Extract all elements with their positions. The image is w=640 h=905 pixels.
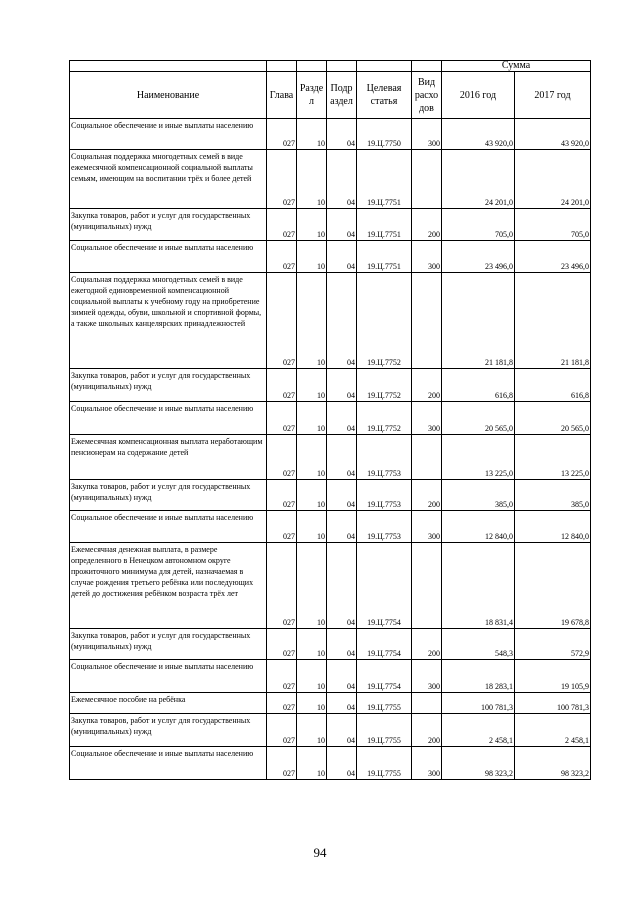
header-row-top [70,61,591,72]
row-podrazdel: 04 [327,747,357,780]
row-razdel: 10 [297,747,327,780]
row-vid: 300 [412,241,442,273]
row-vid: 200 [412,629,442,660]
row-vid: 300 [412,402,442,435]
row-razdel: 10 [297,402,327,435]
row-razdel: 10 [297,693,327,714]
header-vid: Вид расхо дов [412,72,442,119]
row-glava: 027 [267,480,297,511]
table-row [70,119,591,150]
row-year-2017: 21 181,8 [515,273,591,369]
header-podrazdel: Подр аздел [327,72,357,119]
row-vid: 200 [412,714,442,747]
row-celevaya: 19.Ц.7752 [357,273,412,369]
row-razdel: 10 [297,629,327,660]
row-year-2017: 23 496,0 [515,241,591,273]
row-name: Ежемесячное пособие на ребёнка [70,693,267,714]
row-vid: 300 [412,511,442,543]
table-row [70,543,591,629]
row-glava: 027 [267,150,297,209]
row-year-2016: 43 920,0 [442,119,515,150]
row-glava: 027 [267,369,297,402]
row-year-2017: 19 678,8 [515,543,591,629]
row-year-2016: 18 831,4 [442,543,515,629]
row-year-2017: 12 840,0 [515,511,591,543]
row-year-2017: 19 105,9 [515,660,591,693]
row-vid: 200 [412,369,442,402]
row-name: Закупка товаров, работ и услуг для государственных (муниципальных) нужд [70,714,267,747]
header-row [70,72,591,119]
table-row [70,273,591,369]
row-podrazdel: 04 [327,273,357,369]
row-year-2016: 18 283,1 [442,660,515,693]
table-row [70,209,591,241]
row-glava: 027 [267,629,297,660]
row-glava: 027 [267,543,297,629]
row-razdel: 10 [297,714,327,747]
row-name: Закупка товаров, работ и услуг для государственных (муниципальных) нужд [70,209,267,241]
row-year-2017: 13 225,0 [515,435,591,480]
row-glava: 027 [267,119,297,150]
row-podrazdel: 04 [327,511,357,543]
row-year-2016: 385,0 [442,480,515,511]
row-razdel: 10 [297,209,327,241]
row-celevaya: 19.Ц.7754 [357,629,412,660]
row-name: Закупка товаров, работ и услуг для государственных (муниципальных) нужд [70,480,267,511]
row-year-2016: 24 201,0 [442,150,515,209]
row-name: Закупка товаров, работ и услуг для государственных (муниципальных) нужд [70,629,267,660]
row-vid [412,693,442,714]
row-name: Социальное обеспечение и иные выплаты населению [70,747,267,780]
table-row [70,480,591,511]
row-year-2017: 385,0 [515,480,591,511]
row-vid: 300 [412,119,442,150]
row-glava: 027 [267,273,297,369]
row-razdel: 10 [297,150,327,209]
row-year-2017: 705,0 [515,209,591,241]
table-row [70,693,591,714]
row-podrazdel: 04 [327,369,357,402]
row-year-2017: 616,8 [515,369,591,402]
row-podrazdel: 04 [327,714,357,747]
page-number: 94 [313,845,327,860]
row-glava: 027 [267,714,297,747]
row-celevaya: 19.Ц.7751 [357,209,412,241]
table-row [70,369,591,402]
row-name: Социальное обеспечение и иные выплаты населению [70,402,267,435]
row-celevaya: 19.Ц.7752 [357,369,412,402]
header-year-2016: 2016 год [442,72,515,119]
row-razdel: 10 [297,119,327,150]
row-celevaya: 19.Ц.7755 [357,693,412,714]
header-year-2017: 2017 год [515,72,591,119]
row-celevaya: 19.Ц.7751 [357,150,412,209]
row-year-2016: 20 565,0 [442,402,515,435]
row-razdel: 10 [297,543,327,629]
row-year-2016: 13 225,0 [442,435,515,480]
row-glava: 027 [267,693,297,714]
row-glava: 027 [267,241,297,273]
row-name: Социальное обеспечение и иные выплаты населению [70,241,267,273]
header-razdel: Разде л [297,72,327,119]
row-celevaya: 19.Ц.7753 [357,435,412,480]
row-year-2017: 98 323,2 [515,747,591,780]
row-podrazdel: 04 [327,629,357,660]
row-year-2017: 24 201,0 [515,150,591,209]
row-vid: 300 [412,747,442,780]
row-year-2016: 98 323,2 [442,747,515,780]
row-glava: 027 [267,747,297,780]
row-razdel: 10 [297,511,327,543]
row-celevaya: 19.Ц.7754 [357,543,412,629]
table-row [70,660,591,693]
row-year-2016: 705,0 [442,209,515,241]
row-podrazdel: 04 [327,693,357,714]
header-name: Наименование [70,72,267,119]
row-year-2017: 572,9 [515,629,591,660]
row-year-2016: 100 781,3 [442,693,515,714]
row-name: Социальная поддержка многодетных семей в виде ежемесячной компенсационной социальной выплаты семьям, имеющим на воспитании трёх и более детей [70,150,267,209]
header-glava: Глава [267,72,297,119]
row-glava: 027 [267,402,297,435]
row-podrazdel: 04 [327,543,357,629]
row-celevaya: 19.Ц.7754 [357,660,412,693]
row-razdel: 10 [297,369,327,402]
row-glava: 027 [267,660,297,693]
row-name: Социальное обеспечение и иные выплаты населению [70,119,267,150]
row-year-2016: 616,8 [442,369,515,402]
row-year-2016: 23 496,0 [442,241,515,273]
row-podrazdel: 04 [327,402,357,435]
row-vid: 200 [412,480,442,511]
budget-table [69,60,591,780]
row-name: Ежемесячная денежная выплата, в размере определенного в Ненецком автономном округе прожиточного минимума для детей, назначаемая в случае рождения третьего ребёнка или последующих детей до достижения ребёнком возраста трёх лет [70,543,267,629]
row-vid: 200 [412,209,442,241]
row-razdel: 10 [297,480,327,511]
row-name: Закупка товаров, работ и услуг для государственных (муниципальных) нужд [70,369,267,402]
row-razdel: 10 [297,435,327,480]
row-year-2016: 548,3 [442,629,515,660]
row-name: Социальная поддержка многодетных семей в виде ежегодной единовременной компенсационной социальной выплаты к учебному году на приобретение зимней одежды, обуви, школьной и спортивной формы, а также школьных канцелярских принадлежностей [70,273,267,369]
row-year-2016: 12 840,0 [442,511,515,543]
table-row [70,435,591,480]
table-row [70,629,591,660]
row-podrazdel: 04 [327,209,357,241]
row-name: Социальное обеспечение и иные выплаты населению [70,511,267,543]
row-razdel: 10 [297,273,327,369]
row-podrazdel: 04 [327,660,357,693]
table-row [70,747,591,780]
row-name: Социальное обеспечение и иные выплаты населению [70,660,267,693]
row-razdel: 10 [297,660,327,693]
row-celevaya: 19.Ц.7751 [357,241,412,273]
row-celevaya: 19.Ц.7750 [357,119,412,150]
row-year-2017: 20 565,0 [515,402,591,435]
header-celevaya: Целевая статья [357,72,412,119]
row-vid [412,543,442,629]
row-year-2017: 43 920,0 [515,119,591,150]
row-name: Ежемесячная компенсационная выплата неработающим пенсионерам на содержание детей [70,435,267,480]
table-row [70,511,591,543]
header-sum: Сумма [442,61,591,72]
row-celevaya: 19.Ц.7755 [357,714,412,747]
row-year-2016: 2 458,1 [442,714,515,747]
row-celevaya: 19.Ц.7755 [357,747,412,780]
row-podrazdel: 04 [327,241,357,273]
row-vid: 300 [412,660,442,693]
row-year-2016: 21 181,8 [442,273,515,369]
row-glava: 027 [267,435,297,480]
table-row [70,402,591,435]
table-row [70,150,591,209]
row-razdel: 10 [297,241,327,273]
row-celevaya: 19.Ц.7752 [357,402,412,435]
table-row [70,241,591,273]
table-row [70,714,591,747]
row-podrazdel: 04 [327,150,357,209]
row-vid [412,435,442,480]
row-glava: 027 [267,209,297,241]
row-year-2017: 100 781,3 [515,693,591,714]
row-celevaya: 19.Ц.7753 [357,480,412,511]
row-podrazdel: 04 [327,480,357,511]
row-podrazdel: 04 [327,119,357,150]
row-glava: 027 [267,511,297,543]
row-celevaya: 19.Ц.7753 [357,511,412,543]
row-vid [412,150,442,209]
row-year-2017: 2 458,1 [515,714,591,747]
row-vid [412,273,442,369]
row-podrazdel: 04 [327,435,357,480]
